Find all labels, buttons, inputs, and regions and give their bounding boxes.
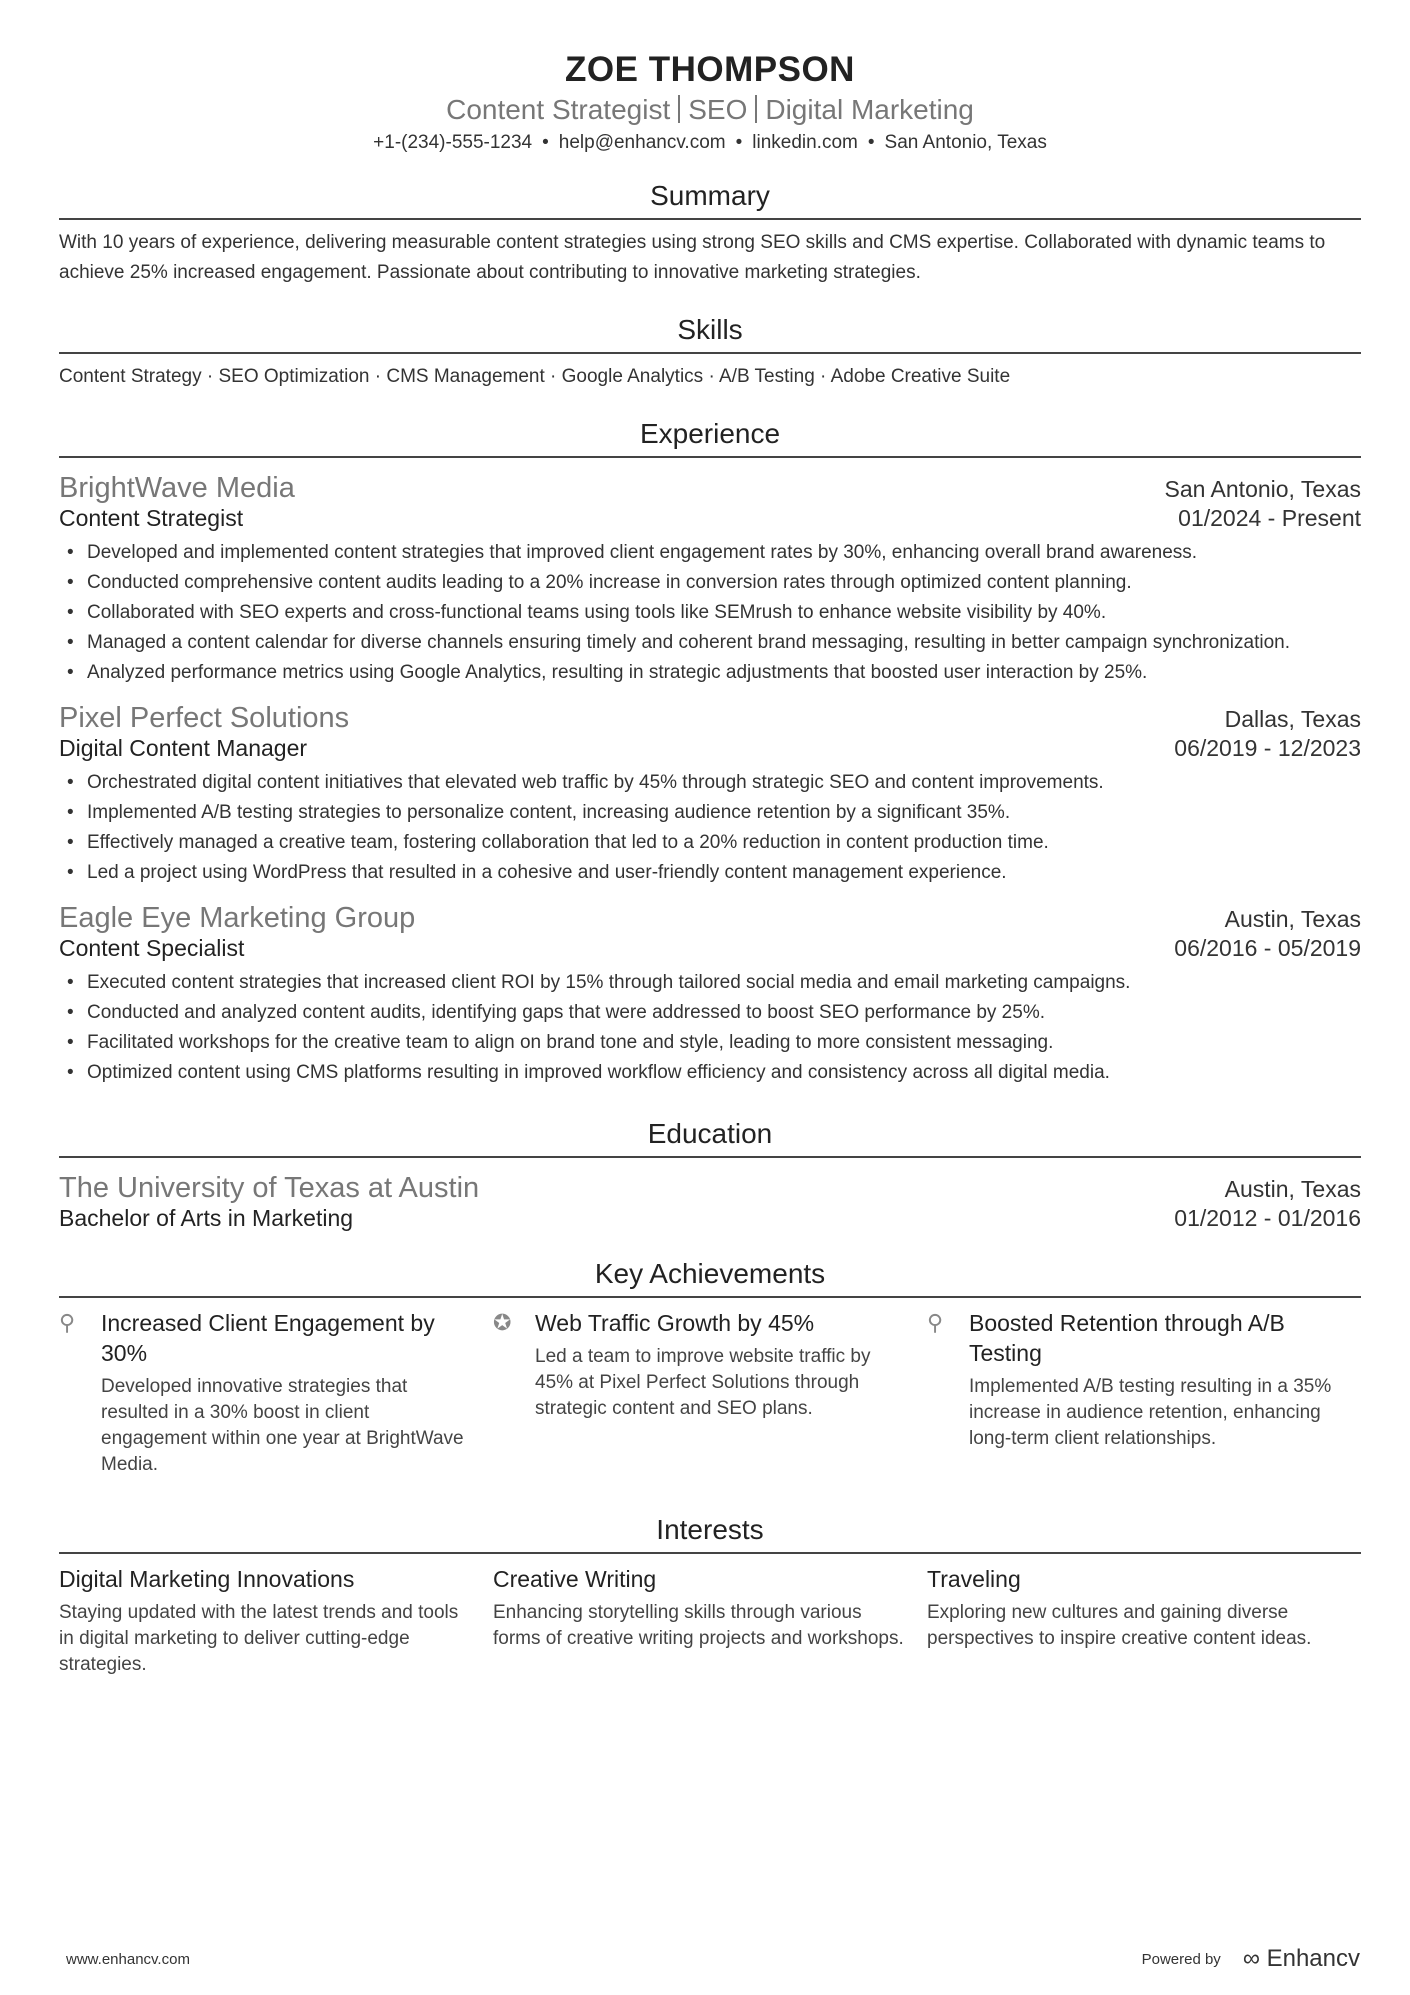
section-heading-skills: Skills xyxy=(59,314,1361,354)
achievement-item xyxy=(927,1308,1361,1478)
headline xyxy=(59,94,1361,126)
job-dates: 06/2019 - 12/2023 xyxy=(1174,735,1361,761)
divider xyxy=(678,95,680,123)
achievement-title: Boosted Retention through A/B Testing xyxy=(969,1310,1285,1366)
job-bullet: • Developed and implemented content strategies that improved client engagement rates by 30%, enhancing overall brand awareness. xyxy=(59,538,1361,568)
job-bullet: • Facilitated workshops for the creative team to align on brand tone and style, leading to more consistent messaging. xyxy=(59,1028,1361,1058)
company-name: BrightWave Media xyxy=(59,472,295,504)
job-bullet: • Executed content strategies that increased client ROI by 15% through tailored social media and email marketing campaigns. xyxy=(59,968,1361,998)
job-title: Digital Content Manager xyxy=(59,735,308,761)
resume-page xyxy=(59,0,1361,1678)
job-bullet: • Analyzed performance metrics using Google Analytics, resulting in strategic adjustments that boosted user interaction by 25%. xyxy=(59,658,1361,688)
powered-by: Powered by xyxy=(1141,1950,1221,1968)
enhancv-logo xyxy=(1243,1945,1360,1973)
achievements-list xyxy=(59,1308,1361,1478)
job-location: Austin, Texas xyxy=(1224,906,1361,932)
experience-list xyxy=(59,472,1361,1088)
headline-title: Content Strategist xyxy=(446,94,671,125)
school-name: The University of Texas at Austin xyxy=(59,1172,480,1204)
footer xyxy=(66,1945,1360,1973)
website-link[interactable]: www.enhancv.com xyxy=(66,1950,190,1968)
school-location: Austin, Texas xyxy=(1224,1176,1361,1202)
section-heading-experience: Experience xyxy=(59,418,1361,458)
interest-item xyxy=(493,1564,927,1678)
divider xyxy=(755,95,757,123)
education-entry xyxy=(59,1172,1361,1232)
award-icon: ✪ xyxy=(493,1310,512,1335)
interest-title: Digital Marketing Innovations xyxy=(59,1566,355,1592)
achievement-item xyxy=(493,1308,927,1478)
job-title: Content Strategist xyxy=(59,505,244,531)
job-entry xyxy=(59,902,1361,1088)
interest-title: Creative Writing xyxy=(493,1566,657,1592)
job-bullet: • Effectively managed a creative team, fostering collaboration that led to a 20% reduction in content production time. xyxy=(59,828,1361,858)
headline-title: Digital Marketing xyxy=(765,94,974,125)
job-title: Content Specialist xyxy=(59,935,245,961)
job-entry xyxy=(59,702,1361,888)
interest-description: Exploring new cultures and gaining diverse perspectives to inspire creative content ideas. xyxy=(927,1602,1312,1649)
job-dates: 01/2024 - Present xyxy=(1178,505,1361,531)
education-dates: 01/2012 - 01/2016 xyxy=(1174,1205,1361,1231)
lightbulb-icon: ⚲ xyxy=(59,1310,76,1335)
email-link[interactable]: help@enhancv.com xyxy=(558,132,726,153)
interest-title: Traveling xyxy=(927,1566,1021,1592)
company-name: Eagle Eye Marketing Group xyxy=(59,902,416,934)
job-bullet: • Managed a content calendar for diverse channels ensuring timely and coherent brand messaging, resulting in better campaign synchronization. xyxy=(59,628,1361,658)
achievement-description: Implemented A/B testing resulting in a 35% increase in audience retention, enhancing long-term client relationships. xyxy=(969,1376,1332,1449)
enhancv-brand: Enhancv xyxy=(1266,1945,1360,1972)
summary-text: With 10 years of experience, delivering measurable content strategies using strong SEO skills and CMS expertise. Collaborated with dynamic teams to achieve 25% increased engagement. Passionate about contributing to innovative marketing strategies. xyxy=(59,232,1326,283)
job-location: San Antonio, Texas xyxy=(1164,476,1361,502)
skills-list: Content Strategy · SEO Optimization · CMS Management · Google Analytics · A/B Testing · Adobe Creative Suite xyxy=(59,366,1011,387)
company-name: Pixel Perfect Solutions xyxy=(59,702,350,734)
location: San Antonio, Texas xyxy=(884,132,1047,153)
candidate-name: ZOE THOMPSON xyxy=(565,50,855,89)
interest-item xyxy=(927,1564,1361,1678)
achievement-item xyxy=(59,1308,493,1478)
job-bullet: • Implemented A/B testing strategies to personalize content, increasing audience retention by a significant 35%. xyxy=(59,798,1361,828)
achievement-description: Developed innovative strategies that resulted in a 30% boost in client engagement within one year at BrightWave Media. xyxy=(101,1376,464,1475)
enhancv-logo-icon: ∞ xyxy=(1242,1945,1260,1972)
interest-description: Staying updated with the latest trends and tools in digital marketing to deliver cutting-edge strategies. xyxy=(59,1602,459,1675)
linkedin-link[interactable]: linkedin.com xyxy=(752,132,858,153)
section-heading-summary: Summary xyxy=(59,180,1361,220)
lightbulb-icon: ⚲ xyxy=(927,1310,944,1335)
headline-title: SEO xyxy=(688,94,748,125)
achievement-description: Led a team to improve website traffic by 45% at Pixel Perfect Solutions through strategic content and SEO plans. xyxy=(535,1346,871,1419)
job-location: Dallas, Texas xyxy=(1224,706,1361,732)
achievement-title: Web Traffic Growth by 45% xyxy=(535,1310,815,1336)
degree: Bachelor of Arts in Marketing xyxy=(59,1205,354,1231)
section-heading-education: Education xyxy=(59,1118,1361,1158)
interest-description: Enhancing storytelling skills through various forms of creative writing projects and workshops. xyxy=(493,1602,904,1649)
phone: +1-(234)-555-1234 xyxy=(373,132,533,153)
job-entry xyxy=(59,472,1361,688)
job-bullet: • Led a project using WordPress that resulted in a cohesive and user-friendly content management experience. xyxy=(59,858,1361,888)
interest-item xyxy=(59,1564,493,1678)
interests-list xyxy=(59,1564,1361,1678)
contact-info: +1-(234)-555-1234 • help@enhancv.com • linkedin.com • San Antonio, Texas xyxy=(373,132,1047,153)
achievement-title: Increased Client Engagement by 30% xyxy=(101,1310,435,1366)
job-bullet: • Conducted and analyzed content audits, identifying gaps that were addressed to boost SEO performance by 25%. xyxy=(59,998,1361,1028)
section-heading-achievements: Key Achievements xyxy=(59,1258,1361,1298)
job-bullet: • Optimized content using CMS platforms resulting in improved workflow efficiency and consistency across all digital media. xyxy=(59,1058,1361,1088)
resume-header xyxy=(59,50,1361,154)
job-bullet: • Conducted comprehensive content audits leading to a 20% increase in conversion rates through optimized content planning. xyxy=(59,568,1361,598)
job-bullet: • Collaborated with SEO experts and cross-functional teams using tools like SEMrush to enhance website visibility by 40%. xyxy=(59,598,1361,628)
job-bullet: • Orchestrated digital content initiatives that elevated web traffic by 45% through strategic SEO and content improvements. xyxy=(59,768,1361,798)
job-dates: 06/2016 - 05/2019 xyxy=(1174,935,1361,961)
section-heading-interests: Interests xyxy=(59,1514,1361,1554)
